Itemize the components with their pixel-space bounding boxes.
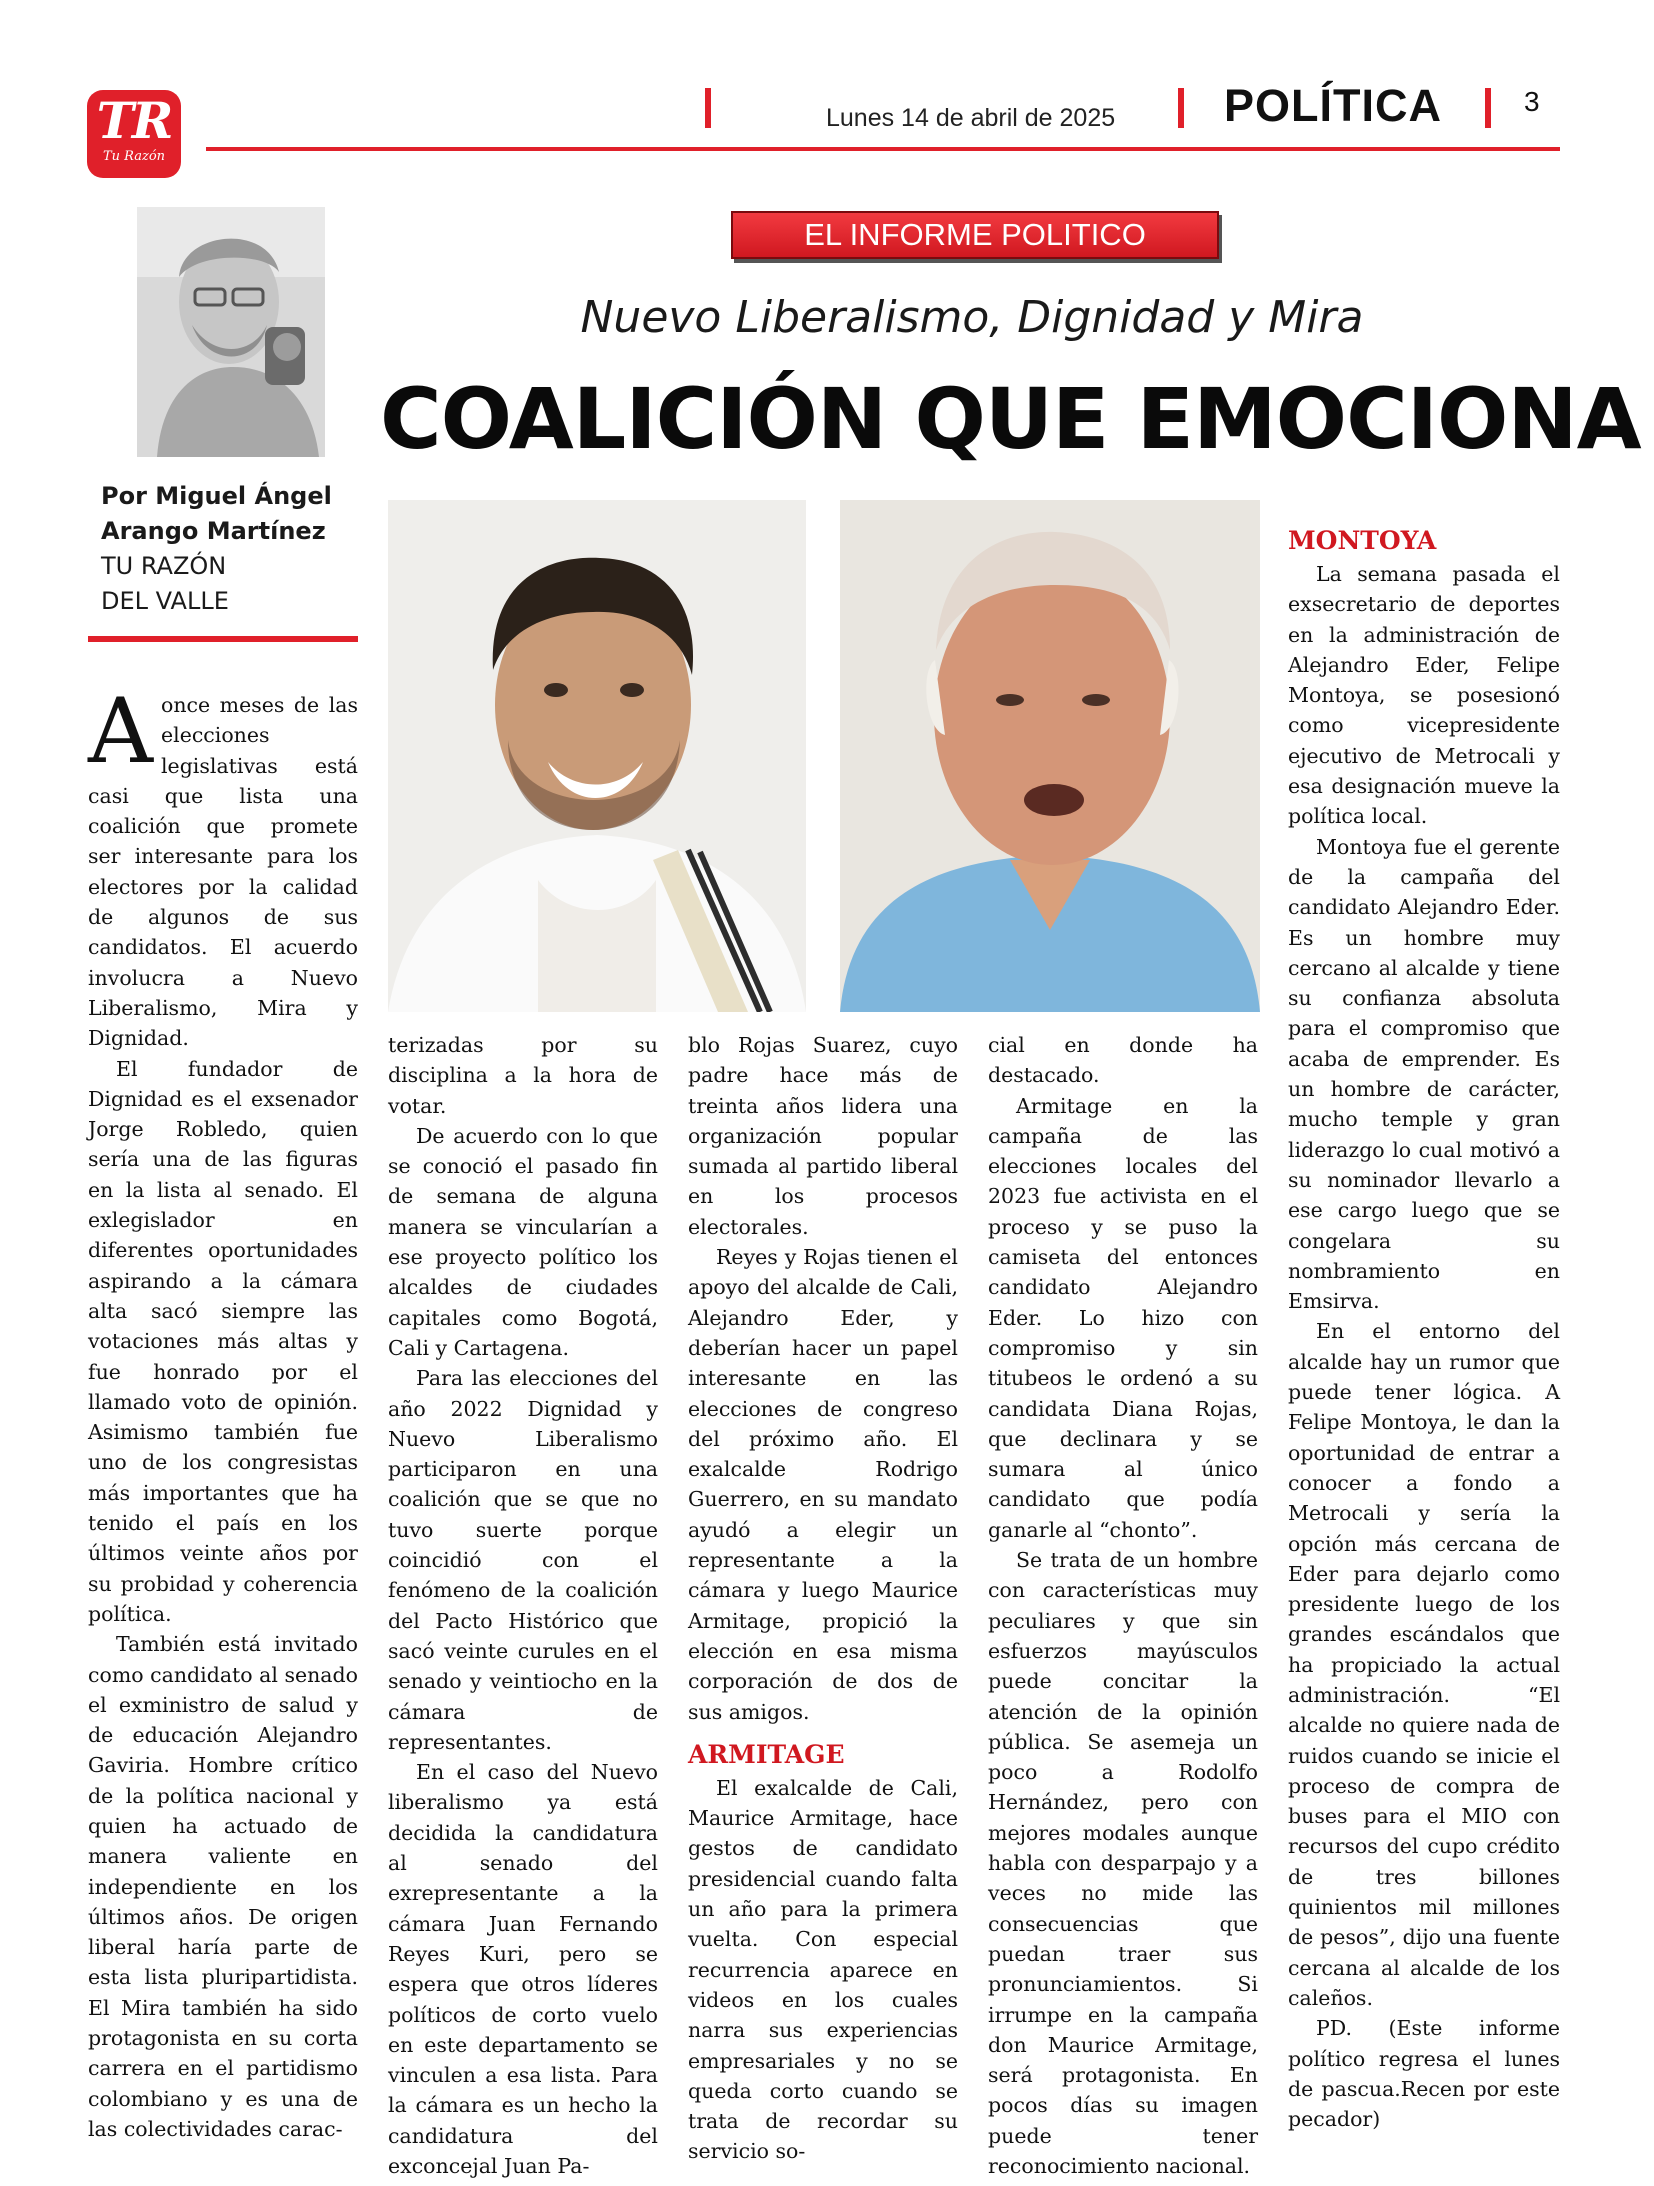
article-column-2 (388, 1030, 658, 2181)
paragraph: El fundador de Dignidad es el exsenador Jorge Robledo, quien sería una de las figuras en la lista al senado. El exlegislador en diferentes oportunidades aspirando a la cámara alta sacó siempre las votaciones más altas y fue honrado por el llamado voto de opinión. Asimismo también fue uno de los congresistas más importantes que ha tenido el país en los últimos veinte años por su probidad y coherencia política. (88, 1056, 358, 1626)
paragraph: Se trata de un hombre con características muy peculiares y que sin esfuerzos mayúsculos puede concitar la atención de la opinión pública. Se asemeja un poco a Rodolfo Hernández, pero con mejores modales aunque habla con desparpajo y a veces no mide las consecuencias que puedan traer sus pronunciamientos. Si irrumpe en la campaña don Maurice Armitage, será protagonista. En pocos días su imagen puede tener reconocimiento nacional. (988, 1548, 1258, 2178)
header-divider (705, 88, 711, 128)
article-headline: COALICIÓN QUE EMOCIONA (380, 370, 1641, 468)
section-heading-armitage: ARMITAGE (688, 1739, 845, 1769)
paragraph: La semana pasada el exsecretario de deportes en la administración de Alejandro Eder, Felipe Montoya, se posesionó como vicepresidente ejecutivo de Metrocali y esa designación mueve la política local. (1288, 562, 1560, 829)
paragraph-text: once meses de las elecciones legislativas está casi que lista una coalición que promete ser interesante para los electores por la calidad de algunos de sus candidatos. El acuerdo involucra a Nuevo Liberalismo, Mira y Dignidad. (88, 693, 358, 1051)
paragraph: blo Rojas Suarez, cuyo padre hace más de treinta años lidera una organización popular sumada al partido liberal en los procesos electorales. (688, 1033, 958, 1239)
drop-cap: A (88, 679, 153, 784)
byline (101, 479, 332, 619)
section-title: POLÍTICA (1224, 80, 1442, 131)
photo-maurice-armitage (840, 500, 1260, 1012)
paragraph: En el caso del Nuevo liberalismo ya está decidida la candidatura al senado del exrepresentante a la cámara Juan Fernando Reyes Kuri, pero se espera que otros líderes políticos de corto vuelo en este departamento se vinculen a esa lista. Para la cámara es un hecho la candidatura del exconcejal Juan Pa- (388, 1760, 658, 2178)
logo-tagline: Tu Razón (102, 149, 166, 164)
paragraph: Montoya fue el gerente de la campaña del candidato Alejandro Eder. Es un hombre muy cercano al alcalde y tiene su confianza absoluta para el compromiso que acaba de emprender. Es un hombre de carácter, mucho temple y gran liderazgo lo cual motivó a su nominador llevarlo a ese cargo luego que se congelara su nombramiento en Emsirva. (1288, 834, 1560, 1314)
byline-rule (88, 636, 358, 642)
article-column-5 (1288, 525, 1560, 2134)
paragraph: cial en donde ha destacado. (988, 1033, 1258, 1088)
paragraph: terizadas por su disciplina a la hora de votar. (388, 1033, 658, 1118)
byline-line: DEL VALLE (101, 587, 229, 615)
byline-line: Por Miguel Ángel (101, 482, 332, 510)
header-rule (206, 147, 1560, 151)
byline-line: Arango Martínez (101, 517, 326, 545)
paragraph: PD. (Este informe político regresa el lunes de pascua.Recen por este pecador) (1288, 2016, 1560, 2132)
header-divider (1485, 88, 1491, 128)
author-photo (137, 207, 325, 457)
article-subhead: Nuevo Liberalismo, Dignidad y Mira (580, 292, 1364, 343)
paragraph: También está invitado como candidato al senado el exministro de salud y de educación Alejandro Gaviria. Hombre crítico de la política nacional y quien ha actuado de manera valiente en independiente en los últimos años. De origen liberal haría parte de esta lista pluripartidista. El Mira también ha sido protagonista en su corta carrera en el partidismo colombiano y es una de las colectividades carac- (88, 1632, 358, 2141)
paragraph (88, 679, 358, 1054)
paragraph: Para las elecciones del año 2022 Dignidad y Nuevo Liberalismo participaron en una coalición que se que no tuvo suerte porque coincidió con el fenómeno de la coalición del Pacto Histórico que sacó veinte curules en el senado y veintiocho en la cámara de representantes. (388, 1366, 658, 1754)
article-column-4 (988, 1030, 1258, 2181)
tu-razon-logo (87, 90, 181, 178)
section-heading-montoya: MONTOYA (1288, 526, 1437, 555)
byline-line: TU RAZÓN (101, 552, 227, 580)
header-divider (1178, 88, 1184, 128)
page-number: 3 (1524, 86, 1540, 117)
paragraph: Reyes y Rojas tienen el apoyo del alcalde de Cali, Alejandro Eder, y deberían hacer un papel interesante en las elecciones de congreso del próximo año. El exalcalde Rodrigo Guerrero, en su mandato ayudó a elegir un representante a la cámara y luego Maurice Armitage, propició la elección en esa misma corporación de dos de sus amigos. (688, 1245, 958, 1724)
paragraph: Armitage en la campaña de las elecciones locales del 2023 fue activista en el proceso y se puso la camiseta del entonces candidato Alejandro Eder. Lo hizo con compromiso y sin titubeos le ordenó a su candidata Diana Rojas, que declinara y se sumara al único candidato que podía ganarle al “chonto”. (988, 1093, 1258, 1542)
paragraph: De acuerdo con lo que se conoció el pasado fin de semana de alguna manera se vincularían a ese proyecto político los alcaldes de ciudades capitales como Bogotá, Cali y Cartagena. (388, 1123, 658, 1360)
article-column-3 (688, 1030, 958, 2167)
article-column-1 (88, 679, 358, 2144)
paragraph: En el entorno del alcalde hay un rumor que puede tener lógica. A Felipe Montoya, le dan la oportunidad de entrar a conocer a fondo a Metrocali y sería la opción más cercana de Eder para dejarlo como presidente luego de los grandes escándalos que ha propiciado la actual administración. “El alcalde no quiere nada de ruidos cuando se inicie el proceso de compra de buses para el MIO con recursos del cupo crédito de tres billones quinientos mil millones de pesos”, dijo una fuente cercana al alcalde de los caleños. (1288, 1319, 1560, 2010)
kicker-label: EL INFORME POLITICO (731, 211, 1219, 259)
photo-juan-fernando-reyes-kuri (388, 500, 806, 1012)
issue-date: Lunes 14 de abril de 2025 (826, 104, 1116, 132)
logo-monogram: TR (96, 91, 172, 150)
paragraph: El exalcalde de Cali, Maurice Armitage, hace gestos de candidato presidencial cuando falta un año para la primera vuelta. Con especial recurrencia aparece en videos en los cuales narra sus experiencias empresariales y no se queda corto cuando se trata de recordar su servicio so- (688, 1775, 958, 2164)
